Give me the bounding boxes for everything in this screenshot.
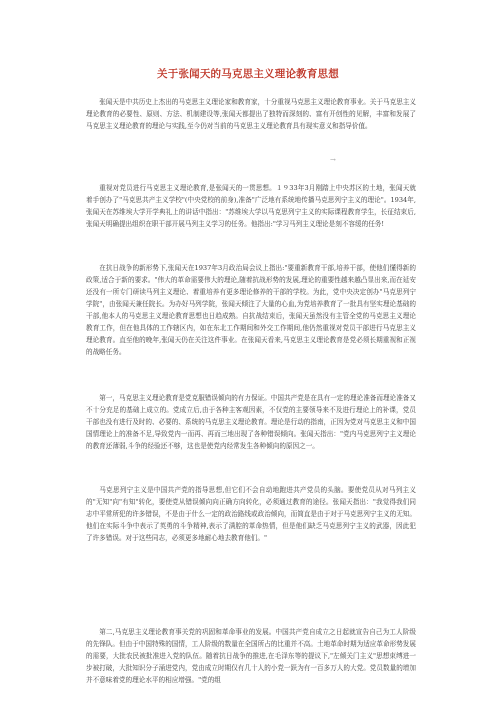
paragraph-6: 第二,马克思主义理论教育事关党的巩固和革命事业的发展。中国共产党自成立之日起就宣告自己为工人阶级的先锋队。但由于中国特殊的国情，工人阶级的数量在全国所占的比重并不高。土地革命时期为适应革命形势发展的需要，大批农民被批准进入党的队伍。随着抗日战争的推进,在毛泽东等的提议下,"左倾关门主义"思想束缚进一步被打破，大批知识分子涌进党内，党由成立时期仅有几十人的小党一跃为有一百多万人的大党。党员数量的增加并不意味着党的理论水平的相应增强。"党的组 bbox=[86, 628, 416, 684]
paragraph-intro: 张闻天是中共历史上杰出的马克思主义理论家和教育家，十分重视马克思主义理论教育事业。关于马克思主义理论教育的必要性、原则、方法、机制建设等,张闻天都提出了独特而深刻的、富有开创性的见解，丰富和发展了马克思主义理论教育的理论与实践,至今仍对当前的马克思主义理论教育具有现实意义和指导价值。 bbox=[86, 98, 416, 130]
paragraph-2: 重视对党员进行马克思主义理论教育,是张闻天的一贯思想。１９33年3月刚踏上中央苏区的土地，张闻天就着手创办了"马克思共产主义学校"(中央党校的前身),准备"广泛地有系统地传播马克思列宁主义的理论"。1934年,张闻天在苏维埃大学开学典礼上的讲话中指出："苏维埃大学以马克思列宁主义的实际课程教育学生，长征结束后,张闻天明确提出组织在职干部开展马列主义学习的任务。他指出:"学习马列主义理论是刻不容缓的任务! bbox=[86, 184, 416, 228]
paragraph-5: 马克思列宁主义是中国共产党的指导思想,但它们不会自动地跑进共产党员的头脑。要使党员从对马列主义的"无知"向"有知"转化，要使党从错误倾向向正确方向转化，必须通过教育的途径。张闻天指出："我觉得我们同志中平常所犯的许多错误，不是由于什么一定的政治路线或政治倾向，而简直是由于对于马克思列宁主义的无知。他们在实际斗争中表示了英勇的斗争精神,表示了满腔的革命热情，但是他们缺乏马克思列宁主义的武器，因此犯了许多错误。对于这些同志，必须更多地耐心地去教育他们。" bbox=[86, 486, 416, 542]
paragraph-4: 第一，马克思主义理论教育是党克服错误倾向的有力保证。中国共产党是在具有一定的理论准备而理论准备又不十分充足的基础上成立的。党成立后,由于各种主客观因素，不仅党的主要领导来不及进行理论上的补课，党员干部也没有进行及时的、必要的、系统的马克思主义理论教育。理论是行动的指南，正因为党对马克思主义和中国国情理论上的准备不足,导致党内一而再、再而三地出现了各种错误倾向。张闻天指出："党内马克思列宁主义理论的教育还薄弱,斗争的经验还不够，这也是使党内经常发生各种倾向的原因之一。 bbox=[86, 394, 416, 450]
paragraph-3: 在抗日战争的新形势下,张闻天在1937年3月政治局会议上指出:"要重新教育干部,培养干部，使他们懂得新的政策,适合于新的要求。"伟大的革命需要伟大的理论,随着抗战形势的发展,理论的重要性越来越凸显出来,而在延安还没有一所专门研读马列主义理论、着重培养有更多理论修养的干部的学校。为此，党中央决定创办"马克思列宁学院"，由张闻天兼任院长。为办好马列学院，张闻天倾注了大量的心血,为党培养教育了一批具有坚实理论基础的干部,他本人的马克思主义理论教育思想也日趋成熟。自抗战结束后，张闻天虽然没有主管全党的马克思主义理论教育工作，但在他具体的工作辖区内，如在东北工作期间和外交工作期间,他仍然重视对党员干部进行马克思主义理论教育。直至他的晚年,张闻天仍在关注这件事业。在张闻天看来,马克思主义理论教育是党必须长期重视和正视的战略任务。 bbox=[86, 264, 416, 356]
section-separator: → bbox=[330, 156, 336, 164]
document-title: 关于张闻天的马克思主义理论教育思想 bbox=[157, 68, 339, 80]
